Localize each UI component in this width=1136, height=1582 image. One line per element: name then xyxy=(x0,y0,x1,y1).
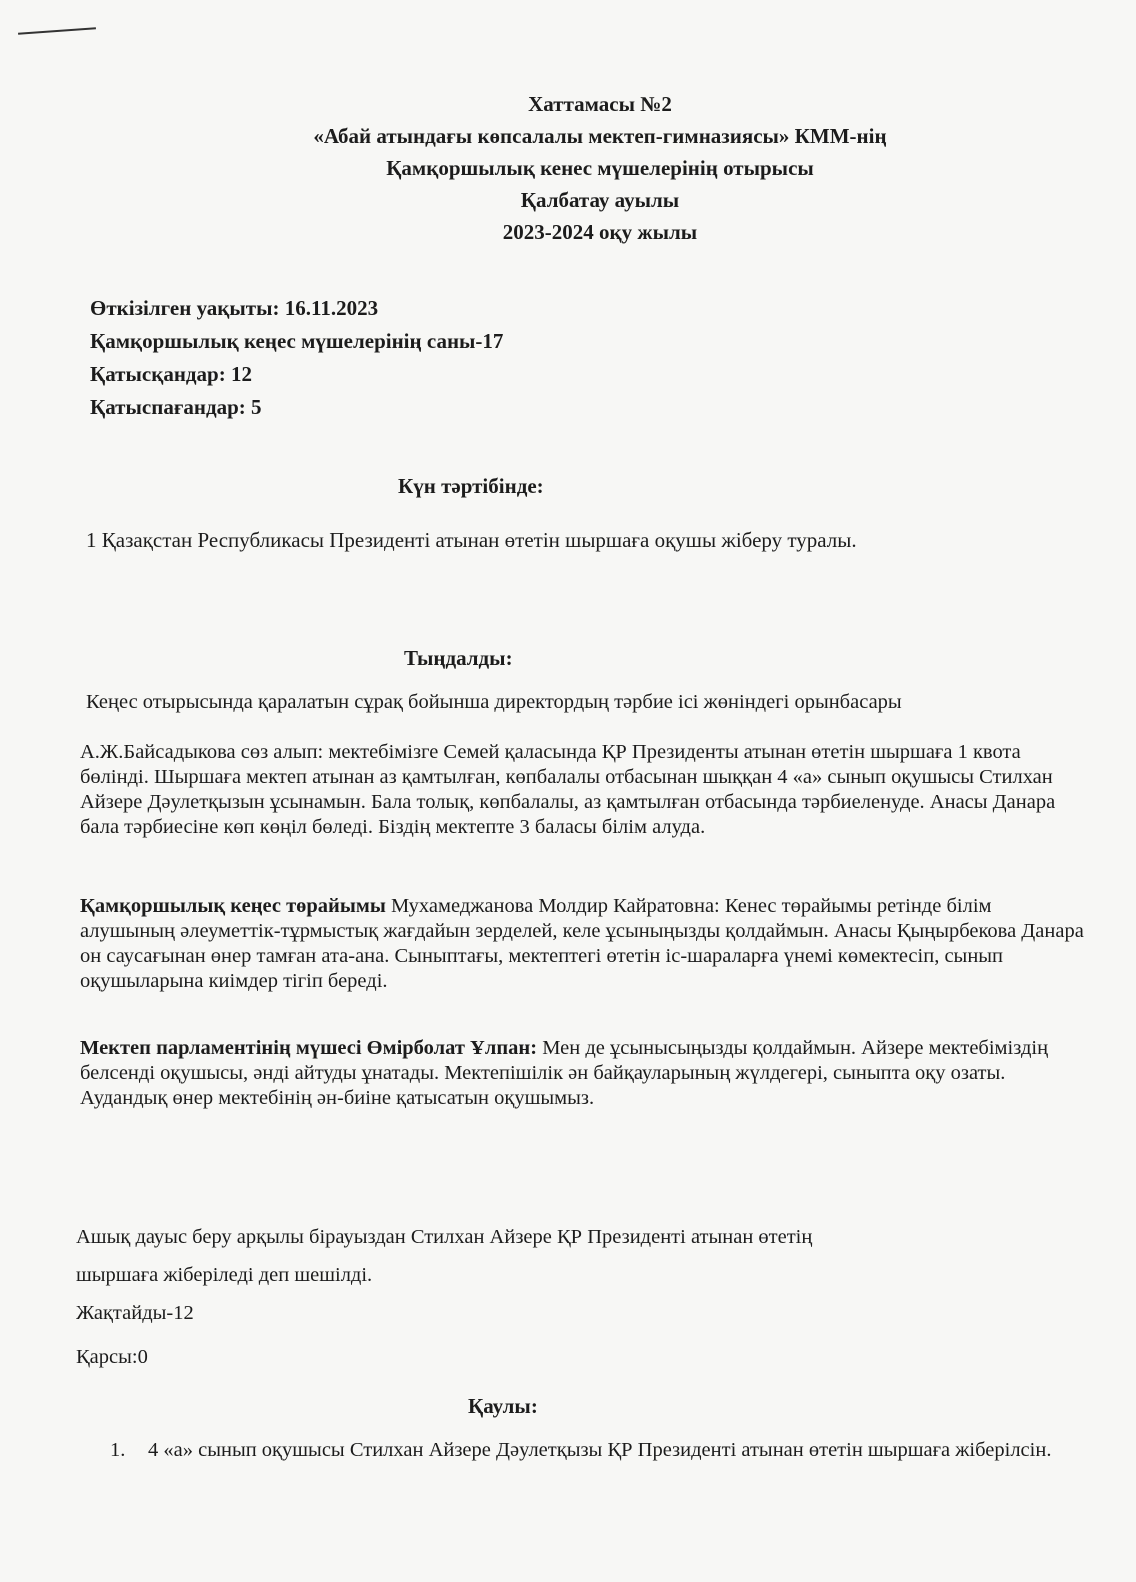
meeting-meta xyxy=(90,292,503,424)
resolution-text: 4 «а» сынып оқушысы Стилхан Айзере Дәулетқызы ҚР Президенті атынан өтетін шыршаға жіберілсін. xyxy=(148,1439,1052,1461)
school-name: «Абай атындағы көпсалалы мектеп-гимназиясы» КММ-нің xyxy=(313,124,887,148)
vote-for: Жақтайды-12 xyxy=(76,1302,194,1324)
parliament-label: Мектеп парламентінің мүшесі Өмірболат Ұлпан: xyxy=(80,1037,538,1059)
protocol-number: Хаттамасы №2 xyxy=(528,92,672,116)
parliament-speech xyxy=(80,1036,1090,1111)
agenda-item: 1 Қазақстан Республикасы Президенті атынан өтетін шыршаға оқушы жіберу туралы. xyxy=(86,528,857,552)
agenda-heading: Күн тәртібінде: xyxy=(398,474,544,498)
decision-line-2: шыршаға жіберіледі деп шешілді. xyxy=(76,1264,373,1286)
chair-label: Қамқоршылық кеңес төрайымы xyxy=(80,895,386,917)
chair-text: Мухамеджанова Молдир Кайратовна: Кенес төрайымы ретінде білім алушының әлеуметтік-тұрмыстық жағдайын зерделей, келе ұсыныңызды қолдаймын. Анасы Қыңырбекова Данара он саусағынан өнер тамған ата-ана. Сыныптағы, мектептегі өтетін іс-шараларға үнемі көмектесіп, сынып оқушыларына киімдер тігіп береді. xyxy=(80,895,1084,992)
deputy-speech: А.Ж.Байсадыкова сөз алып: мектебімізге Семей қаласында ҚР Президенты атынан өтетін шыршаға 1 квота бөлінді. Шыршаға мектеп атынан аз қамтылған, көпбалалы отбасынан шыққан 4 «а» сынып оқушысы Стилхан Айзере Дәулетқызын ұсынамын. Бала толық, көпбалалы, аз қамтылған отбасында тәрбиеленуде. Анасы Данара бала тәрбиесіне көп көңіл бөледі. Біздің мектепте 3 баласы білім алуда. xyxy=(80,741,1056,838)
member-count: Қамқоршылық кеңес мүшелерінің саны-17 xyxy=(90,329,504,353)
scan-mark xyxy=(18,27,96,34)
decision-line-1: Ашық дауыс беру арқылы бірауыздан Стилхан Айзере ҚР Президенті атынан өтетің xyxy=(76,1226,813,1248)
chair-speech xyxy=(80,894,1090,994)
academic-year: 2023-2024 оқу жылы xyxy=(502,220,698,244)
vote-against: Қарсы:0 xyxy=(76,1346,148,1368)
heard-intro: Кеңес отырысында қаралатын сұрақ бойынша директордың тәрбие ісі жөніндегі орынбасары xyxy=(86,691,902,713)
meeting-name: Қамқоршылық кенес мүшелерінің отырысы xyxy=(386,156,814,180)
meeting-date: Өткізілген уақыты: 16.11.2023 xyxy=(90,296,379,320)
document-title-block xyxy=(240,88,960,248)
village-name: Қалбатау ауылы xyxy=(520,188,680,212)
resolution-heading: Қаулы: xyxy=(468,1394,538,1418)
resolution-number: 1. xyxy=(110,1439,126,1461)
absent-count: Қатыспағандар: 5 xyxy=(90,395,262,419)
present-count: Қатысқандар: 12 xyxy=(90,362,252,386)
heard-heading: Тыңдалды: xyxy=(404,646,513,670)
parliament-text: Мен де ұсынысыңызды қолдаймын. Айзере мектебіміздің белсенді оқушысы, әнді айтуды ұнатады. Мектепішілік ән байқауларының жүлдегері, сыныпта оқу озаты. Аудандық өнер мектебінің ән-биіне қатысатын оқушымыз. xyxy=(80,1037,1049,1109)
